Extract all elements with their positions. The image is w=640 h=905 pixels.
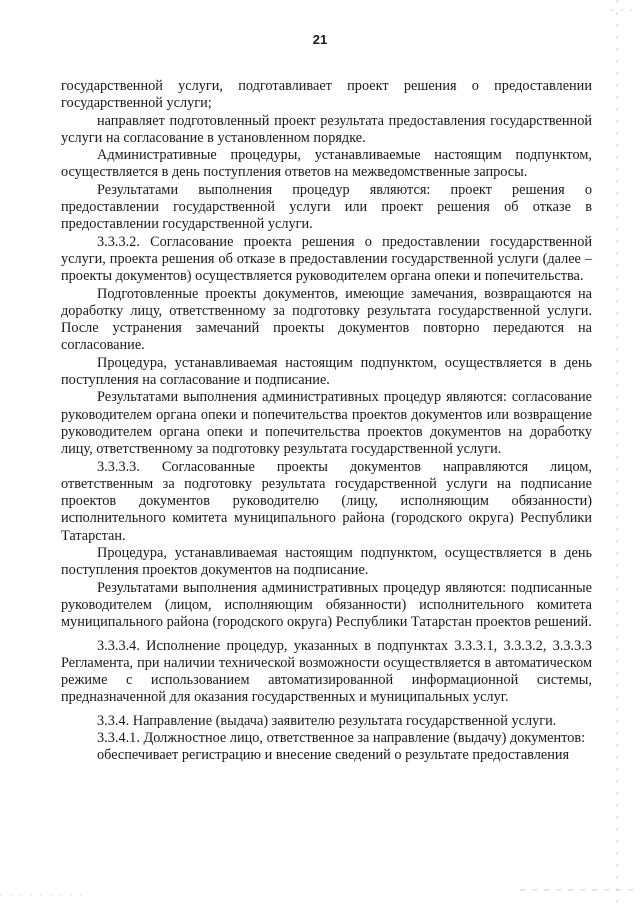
paragraph: государственной услуги, подготавливает проект решения о предоставлении государственной услуги; bbox=[61, 78, 592, 112]
paragraph: обеспечивает регистрацию и внесение сведений о результате предоставления bbox=[97, 747, 570, 764]
paragraph: 3.3.4.1. Должностное лицо, ответственное за направление (выдачу) документов: bbox=[97, 729, 586, 746]
paragraph: Процедура, устанавливаемая настоящим подпунктом, осуществляется в день поступления на согласование и подписание. bbox=[61, 354, 592, 389]
page-number: 21 bbox=[312, 32, 328, 47]
paragraph: Административные процедуры, устанавливаемые настоящим подпунктом, осуществляется в день поступления ответов на межведомственные запросы. bbox=[61, 147, 592, 181]
paragraph: Процедура, устанавливаемая настоящим подпунктом, осуществляется в день поступления проектов документов на подписание. bbox=[61, 545, 592, 579]
paragraph: Результатами выполнения административных процедур являются: согласование руководителем органа опеки и попечительства проектов документов или возвращение руководителем органа опеки и попечительства проектов документов на доработку лицу, ответственному за подготовку результата государственной услуги. bbox=[61, 389, 592, 458]
document-body bbox=[61, 78, 592, 765]
paragraph: Результатами выполнения процедур являются: проект решения о предоставлении государственной услуги или проект решения об отказе в предоставлении государственной услуги. bbox=[61, 181, 592, 233]
paragraph: Результатами выполнения административных процедур являются: подписанные руководителем (лицом, исполняющим обязанности) исполнительного комитета муниципального района (городского округа) Республики Татарстан проектов решений. bbox=[61, 579, 592, 631]
paragraph: направляет подготовленный проект результата предоставления государственной услуги на согласование в установленном порядке. bbox=[61, 112, 592, 146]
paragraph: 3.3.3.4. Исполнение процедур, указанных в подпунктах 3.3.3.1, 3.3.3.2, 3.3.3.3 Регламента, при наличии технической возможности осуществляется в автоматическом режиме с использованием автоматизированной информационной системы, предназначенной для оказания государственных и муниципальных услуг. bbox=[61, 637, 592, 706]
paragraph: 3.3.3.2. Согласование проекта решения о предоставлении государственной услуги, проекта решения об отказе в предоставлении государственной услуги (далее – проекты документов) осуществляется руководителем органа опеки и попечительства. bbox=[61, 233, 592, 285]
paragraph: Подготовленные проекты документов, имеющие замечания, возвращаются на доработку лицу, ответственному за подготовку результата государственной услуги. После устранения замечаний проекты документов повторно передаются на согласование. bbox=[61, 285, 592, 354]
paragraph: 3.3.3.3. Согласованные проекты документов направляются лицом, ответственным за подготовку результата государственной услуги на подписание проектов документов руководителю (лицу, исполняющим обязанности) исполнительного комитета муниципального района (городского округа) Республики Татарстан. bbox=[61, 458, 592, 544]
paragraph: 3.3.4. Направление (выдача) заявителю результата государственной услуги. bbox=[97, 712, 557, 729]
